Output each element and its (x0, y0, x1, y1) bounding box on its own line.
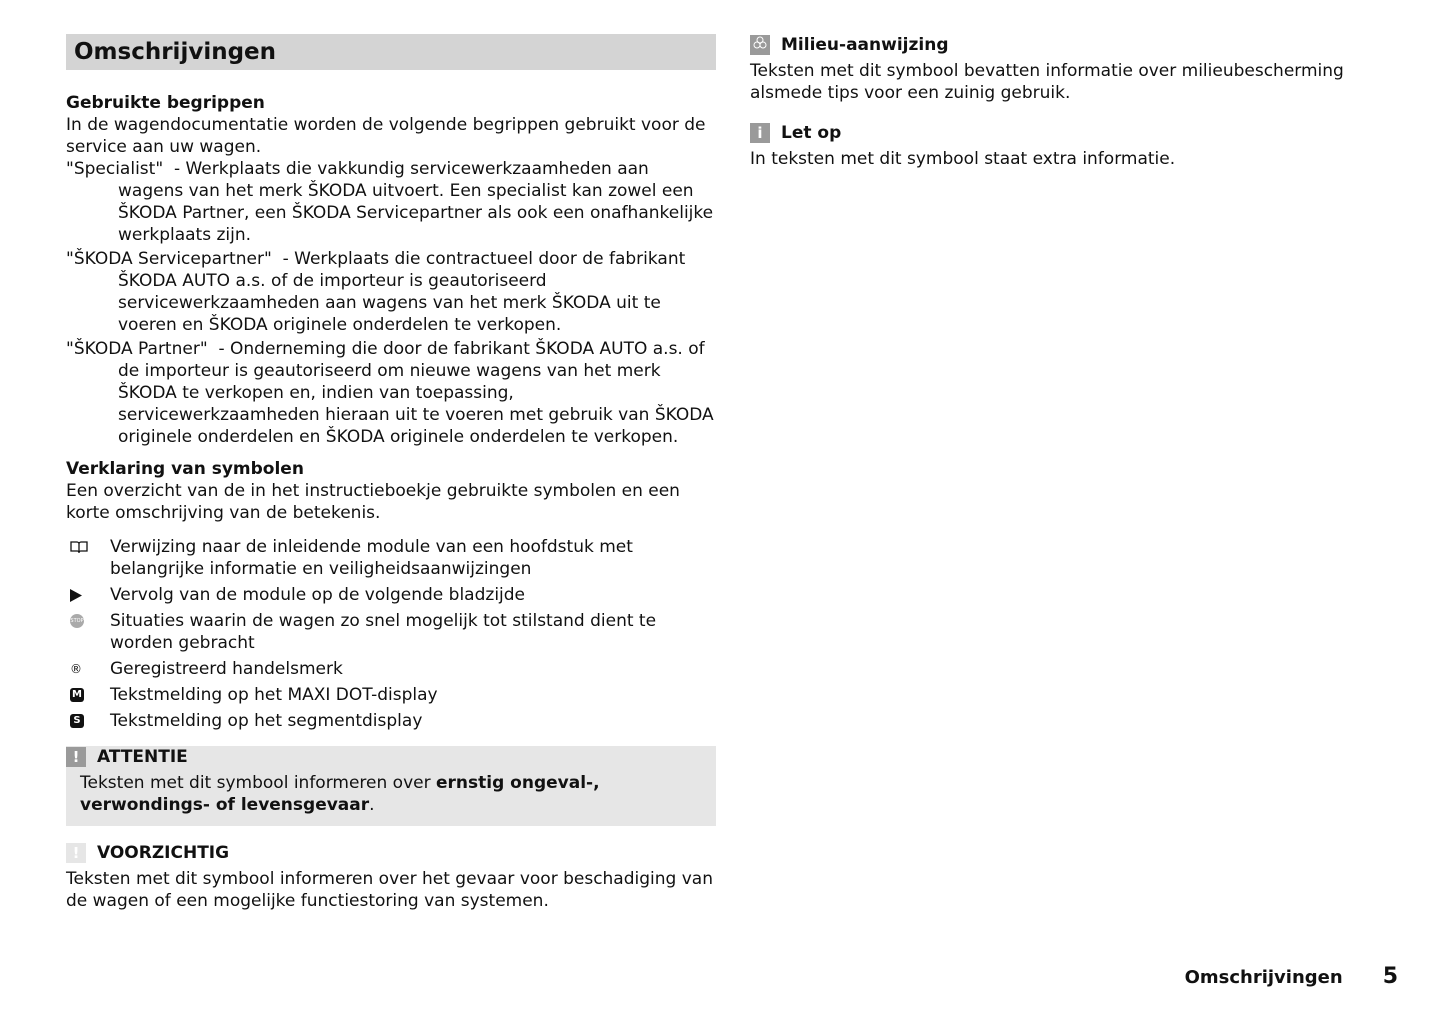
attentie-text-bold: ernstig ongeval-, verwondings- of levensgevaar (80, 773, 600, 815)
milieu-label: Milieu-aanwijzing (781, 35, 949, 55)
symbols-heading: Verklaring van symbolen (66, 459, 304, 479)
symbol-text: Verwijzing naar de inleidende module van een hoofdstuk met belangrijke informatie en veiligheidsaanwijzingen (110, 537, 633, 579)
symbol-item (66, 658, 716, 680)
milieu-heading (750, 34, 1410, 56)
page-number: 5 (1382, 964, 1398, 989)
definition-item (66, 158, 716, 246)
definition-item (66, 338, 716, 448)
footer-section: Omschrijvingen (1184, 967, 1343, 988)
play-triangle-icon (66, 584, 110, 606)
symbol-item (66, 610, 716, 654)
s-badge-icon: S (70, 714, 84, 728)
attentie-box (66, 746, 716, 826)
book-icon (66, 536, 110, 558)
page-title: Omschrijvingen (66, 34, 716, 70)
warning-icon: ! (66, 747, 86, 767)
attentie-label: ATTENTIE (97, 747, 188, 767)
symbol-text: Tekstmelding op het MAXI DOT-display (110, 685, 438, 705)
voorzichtig-label: VOORZICHTIG (97, 843, 230, 863)
letop-text: In teksten met dit symbool staat extra informatie. (750, 149, 1176, 169)
definition-term: "Specialist" (66, 159, 164, 179)
attentie-text-post: . (369, 795, 375, 815)
symbol-item (66, 684, 716, 706)
symbol-text: Tekstmelding op het segmentdisplay (110, 711, 423, 731)
caution-icon: ! (66, 843, 86, 863)
symbol-text: Geregistreerd handelsmerk (110, 659, 343, 679)
page-footer (1185, 964, 1398, 989)
registered-icon: ® (70, 662, 82, 676)
symbol-item (66, 584, 716, 606)
definition-text: - Onderneming die door de fabrikant ŠKODA AUTO a.s. of de importeur is geautoriseerd om nieuwe wagens van het merk ŠKODA te verkopen en, indien van toepassing, servicewerkzaamheden hieraan uit te voeren met gebruik van ŠKODA originele onderdelen en ŠKODA originele onderdelen te verkopen. (118, 339, 714, 447)
right-column (750, 34, 1410, 170)
letop-heading (750, 122, 1410, 144)
terms-heading: Gebruikte begrippen (66, 93, 265, 113)
symbol-item (66, 536, 716, 580)
m-badge-icon: M (70, 688, 84, 702)
definition-term: "ŠKODA Partner" (66, 339, 208, 359)
voorzichtig-text: Teksten met dit symbool informeren over het gevaar voor beschadiging van de wagen of een mogelijke functiestoring van systemen. (66, 869, 713, 911)
definition-text: - Werkplaats die vakkundig servicewerkzaamheden aan wagens van het merk ŠKODA uitvoert. Een specialist kan zowel een ŠKODA Partner, een ŠKODA Servicepartner als ook een onafhankelijke werkplaats zijn. (118, 159, 714, 245)
definition-term: "ŠKODA Servicepartner" (66, 249, 272, 269)
symbol-item (66, 710, 716, 732)
info-icon: i (750, 123, 770, 143)
stop-sign-icon: STOP (70, 614, 84, 628)
terms-intro: In de wagendocumentatie worden de volgende begrippen gebruikt voor de service aan uw wagen. (66, 115, 706, 157)
definition-text: - Werkplaats die contractueel door de fabrikant ŠKODA AUTO a.s. of de importeur is geautoriseerd servicewerkzaamheden aan wagens van het merk ŠKODA uit te voeren en ŠKODA originele onderdelen te verkopen. (118, 249, 686, 335)
symbol-text: Situaties waarin de wagen zo snel mogelijk tot stilstand dient te worden gebracht (110, 611, 657, 653)
symbol-text: Vervolg van de module op de volgende bladzijde (110, 585, 526, 605)
symbol-list (66, 536, 716, 732)
definition-item (66, 248, 716, 336)
left-column (66, 34, 716, 912)
attentie-text-pre: Teksten met dit symbool informeren over (80, 773, 436, 793)
voorzichtig-box (66, 842, 716, 912)
environment-icon (750, 35, 770, 55)
symbols-intro: Een overzicht van de in het instructieboekje gebruikte symbolen en een korte omschrijving van de betekenis. (66, 481, 680, 523)
milieu-text: Teksten met dit symbool bevatten informatie over milieubescherming alsmede tips voor een zuinig gebruik. (750, 61, 1344, 103)
letop-label: Let op (781, 123, 842, 143)
attentie-text (66, 768, 716, 816)
